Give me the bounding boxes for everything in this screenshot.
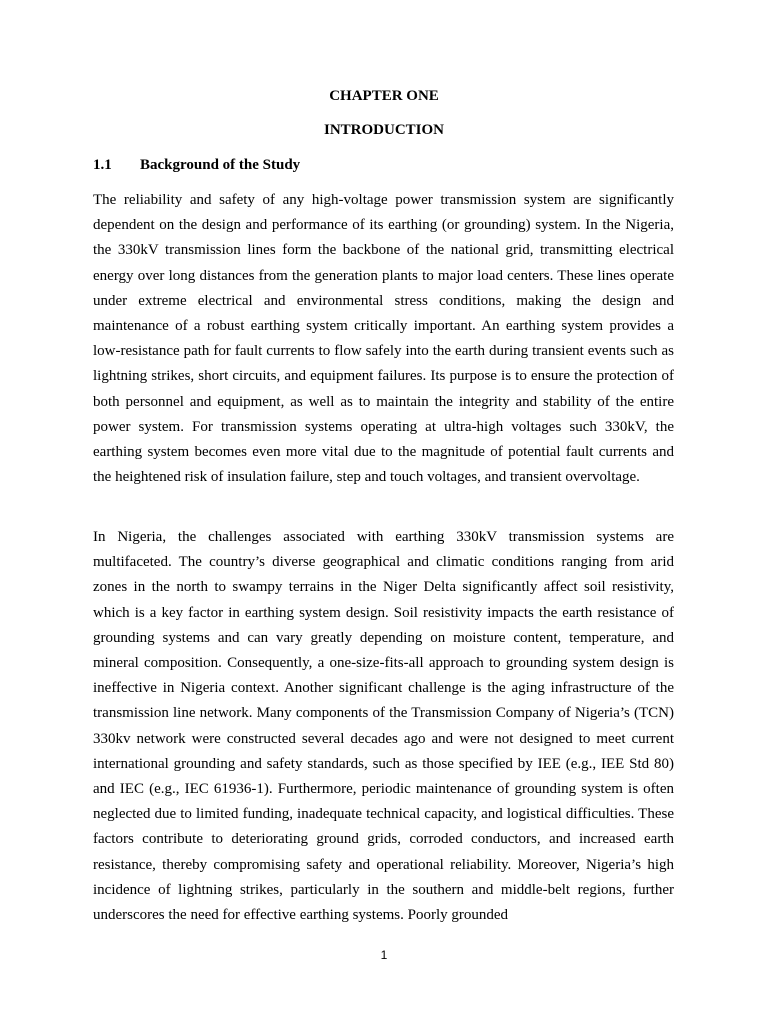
subsection-heading — [93, 156, 300, 174]
chapter-title: CHAPTER ONE — [329, 88, 439, 104]
body-paragraph-1: The reliability and safety of any high-voltage power transmission system are significantly dependent on the design and performance of its earthing (or grounding) system. In the Nigeria, the 330kV transmission lines form the backbone of the national grid, transmitting electrical energy over long distances from the generation plants to major load centers. These lines operate under extreme electrical and environmental stress conditions, making the design and maintenance of a robust earthing system critically important. An earthing system provides a low-resistance path for fault currents to flow safely into the earth during transient events such as lightning strikes, short circuits, and equipment failures. Its purpose is to ensure the protection of both personnel and equipment, as well as to maintain the integrity and stability of the entire power system. For transmission systems operating at ultra-high voltages such 330kV, the earthing system becomes even more vital due to the magnitude of potential fault currents and the heightened risk of insulation failure, step and touch voltages, and transient overvoltage. — [93, 192, 674, 486]
body-paragraph-2: In Nigeria, the challenges associated with earthing 330kV transmission systems are multifaceted. The country’s diverse geographical and climatic conditions ranging from arid zones in the north to swampy terrains in the Niger Delta significantly affect soil resistivity, which is a key factor in earthing system design. Soil resistivity impacts the earth resistance of grounding systems and can vary greatly depending on moisture content, temperature, and mineral composition. Consequently, a one-size-fits-all approach to grounding system design is ineffective in Nigeria context. Another significant challenge is the aging infrastructure of the transmission line network. Many components of the Transmission Company of Nigeria’s (TCN) 330kv network were constructed several decades ago and were not designed to meet current international grounding and safety standards, such as those specified by IEE (e.g., IEE Std 80) and IEC (e.g., IEC 61936-1). Furthermore, periodic maintenance of grounding system is often neglected due to limited funding, inadequate technical capacity, and logistical difficulties. These factors contribute to deteriorating ground grids, corroded conductors, and increased earth resistance, thereby compromising safety and operational reliability. Moreover, Nigeria’s high incidence of lightning strikes, particularly in the southern and middle-belt regions, further underscores the need for effective earthing systems. Poorly grounded — [93, 529, 674, 924]
page-number: 1 — [380, 948, 388, 962]
section-title: INTRODUCTION — [323, 122, 444, 138]
subsection-title: Background of the Study — [140, 157, 301, 173]
subsection-number: 1.1 — [93, 157, 112, 173]
